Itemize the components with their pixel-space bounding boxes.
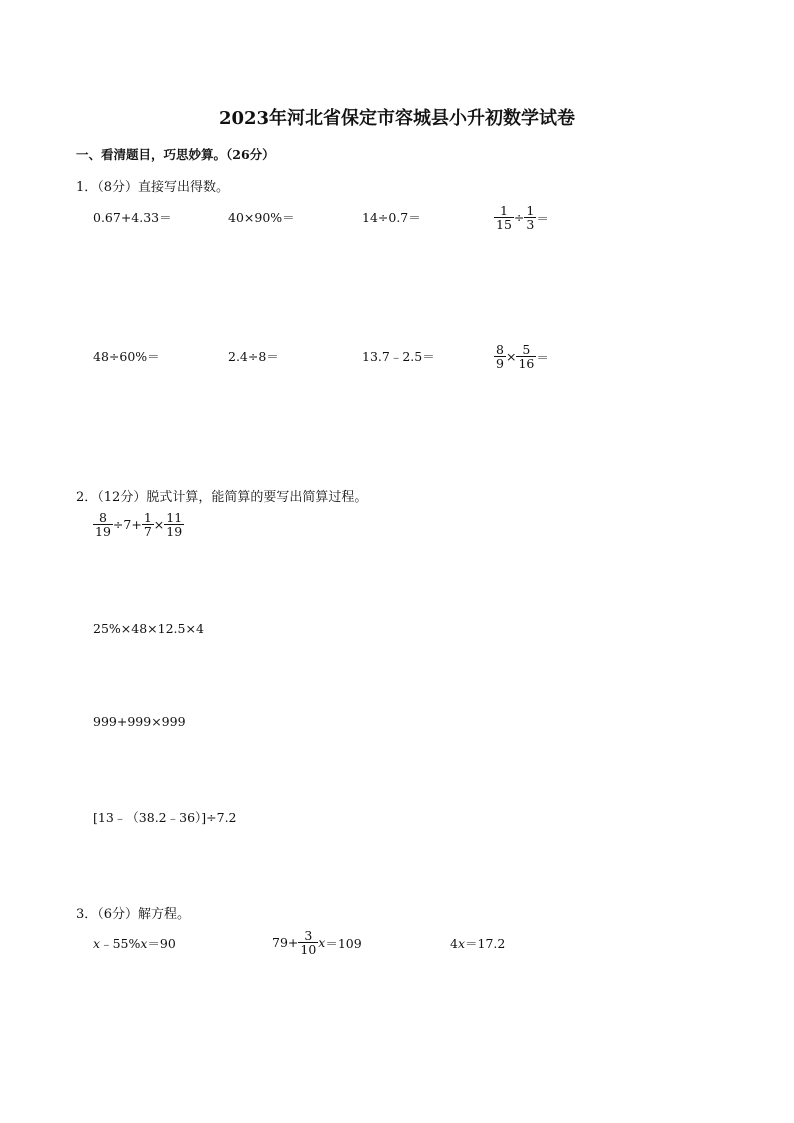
- q1-expr-7: 13.7﹣2.5＝: [362, 349, 435, 364]
- fraction: $\frac{3}{10}$: [300, 928, 317, 958]
- q1-expr-1: 0.67+4.33＝: [93, 210, 172, 225]
- q3-equation-1: x﹣55%x＝90: [93, 936, 176, 951]
- q1-expr-6: 2.4÷8＝: [228, 349, 279, 364]
- fraction: $\frac{1}{3}$: [526, 203, 535, 233]
- fraction: $\frac{5}{16}$: [518, 342, 535, 372]
- fraction: $\frac{1}{7}$: [143, 510, 152, 540]
- q1-expr-5: 48÷60%＝: [93, 349, 160, 364]
- q2-expr-3: 999+999×999: [93, 714, 186, 729]
- q1-expr-8: $\frac{8}{9}$ × $\frac{5}{16}$ ＝: [496, 342, 549, 372]
- q2-expr-2: 25%×48×12.5×4: [93, 621, 204, 636]
- question-1-heading: 1．（8分）直接写出得数。: [76, 180, 230, 195]
- fraction: $\frac{11}{19}$: [166, 510, 183, 540]
- fraction: $\frac{8}{9}$: [496, 342, 504, 372]
- page-title: 2023年河北省保定市容城县小升初数学试卷: [218, 108, 576, 129]
- question-2-heading: 2．（12分）脱式计算，能简算的要写出简算过程。: [76, 490, 368, 505]
- q1-expr-2: 40×90%＝: [228, 210, 295, 225]
- section-heading: 一、看清题目，巧思妙算。（26分）: [76, 147, 275, 162]
- q1-expr-4: $\frac{1}{15}$ ÷ $\frac{1}{3}$ ＝: [496, 203, 549, 233]
- question-3-heading: 3．（6分）解方程。: [76, 907, 191, 922]
- q1-expr-3: 14÷0.7＝: [362, 210, 421, 225]
- q3-equation-2: 79+ $\frac{3}{10}$ x ＝109: [272, 928, 362, 958]
- fraction: $\frac{1}{15}$: [496, 203, 512, 233]
- q2-expr-1: $\frac{8}{19}$ ÷7+ $\frac{1}{7}$ × $\frac{11}{19}$: [95, 510, 183, 540]
- q3-equation-3: 4x＝17.2: [450, 936, 506, 951]
- fraction: $\frac{8}{19}$: [95, 510, 111, 540]
- q2-expr-4: [13﹣（38.2﹣36）]÷7.2: [93, 810, 237, 825]
